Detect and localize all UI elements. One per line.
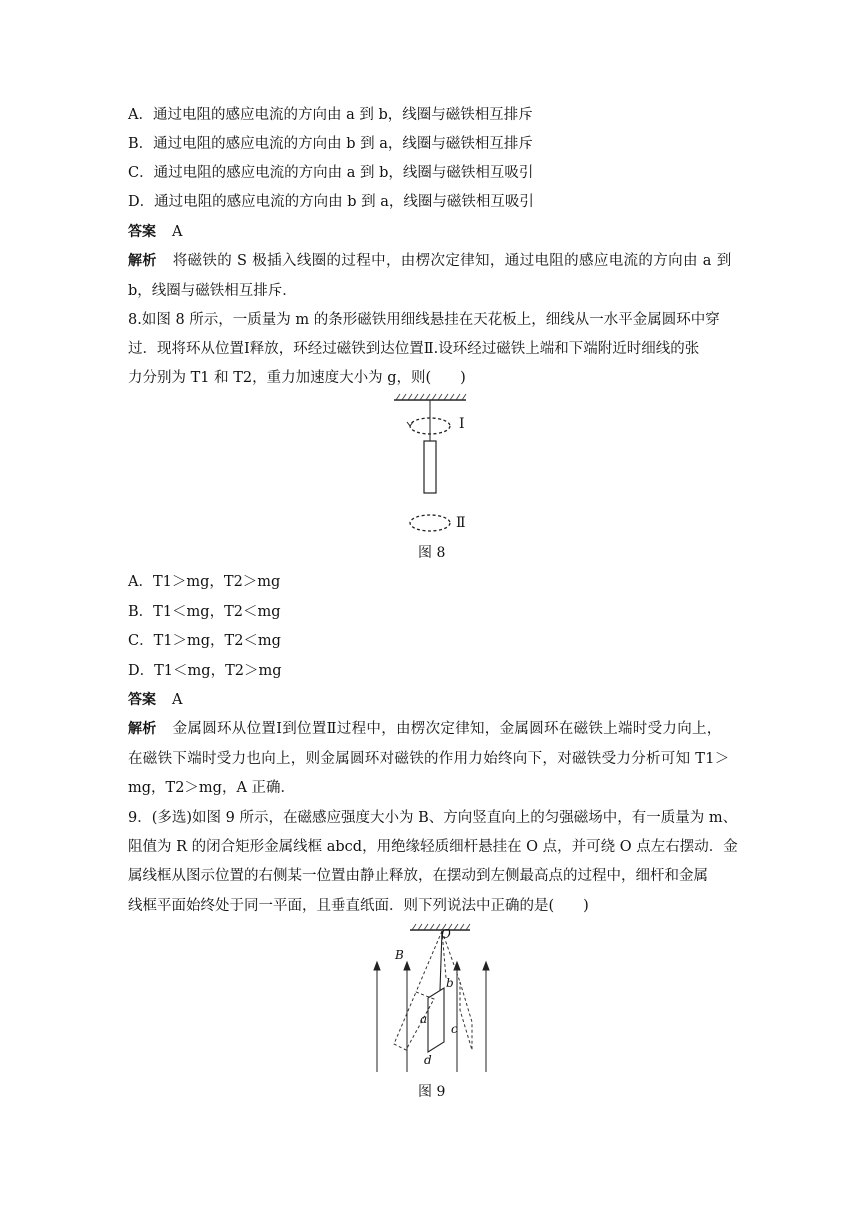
label-d: d: [424, 1053, 432, 1067]
q8-stem-line-2: 过．现将环从位置Ⅰ释放，环经过磁铁到达位置Ⅱ.设环经过磁铁上端和下端附近时细线的张: [128, 341, 700, 357]
label-c: c: [451, 1022, 458, 1036]
q8-answer: 答案 A: [128, 692, 183, 708]
q7-option-b: B．通过电阻的感应电流的方向由 b 到 a，线圈与磁铁相互排斥: [128, 136, 533, 152]
q8-option-c: C．T1＞mg，T2＜mg: [128, 633, 281, 649]
q8-option-a: A．T1＞mg，T2＞mg: [128, 574, 281, 590]
q9-stem-line-1: 9．(多选)如图 9 所示，在磁感应强度大小为 B、方向竖直向上的匀强磁场中，有一质量为 m、: [128, 810, 738, 826]
q7-option-d: D．通过电阻的感应电流的方向由 b 到 a，线圈与磁铁相互吸引: [128, 194, 534, 210]
figure-9-diagram: [368, 922, 500, 1074]
label-o: O: [441, 927, 451, 941]
q8-stem-line-3: 力分别为 T1 和 T2，重力加速度大小为 g，则( ): [128, 370, 466, 386]
q7-analysis-line-1: 解析 将磁铁的 S 极插入线圈的过程中，由楞次定律知，通过电阻的感应电流的方向由 a 到: [128, 253, 732, 269]
q8-option-d: D．T1＜mg，T2＞mg: [128, 663, 282, 679]
q9-stem-line-3: 属线框从图示位置的右侧某一位置由静止释放，在摆动到左侧最高点的过程中，细杆和金属: [128, 868, 708, 884]
q8-analysis-line-2: 在磁铁下端时受力也向上，则金属圆环对磁铁的作用力始终向下，对磁铁受力分析可知 T1＞: [128, 751, 730, 767]
label-b-field: B: [395, 948, 404, 962]
label-position-1: Ⅰ: [459, 416, 465, 432]
ceiling-hatch: [396, 394, 466, 400]
figure-8-caption: 图 8: [418, 545, 446, 561]
q7-answer: 答案 A: [128, 224, 183, 240]
swing-positions: [394, 931, 472, 1050]
q8-option-b: B．T1＜mg，T2＜mg: [128, 604, 281, 620]
q8-stem-line-1: 8.如图 8 所示，一质量为 m 的条形磁铁用细线悬挂在天花板上，细线从一水平金属圆环中穿: [128, 312, 720, 328]
label-position-2: Ⅱ: [456, 515, 466, 531]
bar-magnet: [424, 441, 436, 493]
label-b: b: [446, 976, 454, 990]
metal-frame-abcd: [428, 931, 444, 1052]
q8-analysis-line-1: 解析 金属圆环从位置Ⅰ到位置Ⅱ过程中，由楞次定律知，金属圆环在磁铁上端时受力向上，: [128, 721, 722, 737]
ring-position-2: [410, 515, 450, 531]
ring-arrow: [407, 422, 413, 426]
label-a: a: [420, 1012, 428, 1026]
figure-9-caption: 图 9: [418, 1084, 446, 1100]
q7-analysis-line-2: b，线圈与磁铁相互排斥．: [128, 283, 297, 299]
q7-option-a: A．通过电阻的感应电流的方向由 a 到 b，线圈与磁铁相互排斥: [128, 107, 533, 123]
figure-8-diagram: [390, 392, 480, 540]
q7-option-c: C．通过电阻的感应电流的方向由 a 到 b，线圈与磁铁相互吸引: [128, 165, 534, 181]
q9-stem-line-2: 阻值为 R 的闭合矩形金属线框 abcd，用绝缘轻质细杆悬挂在 O 点，并可绕 O 点左右摆动．金: [128, 839, 738, 855]
q9-stem-line-4: 线框平面始终处于同一平面，且垂直纸面．则下列说法中正确的是( ): [128, 898, 589, 914]
q8-analysis-line-3: mg，T2＞mg，A 正确．: [128, 780, 296, 796]
